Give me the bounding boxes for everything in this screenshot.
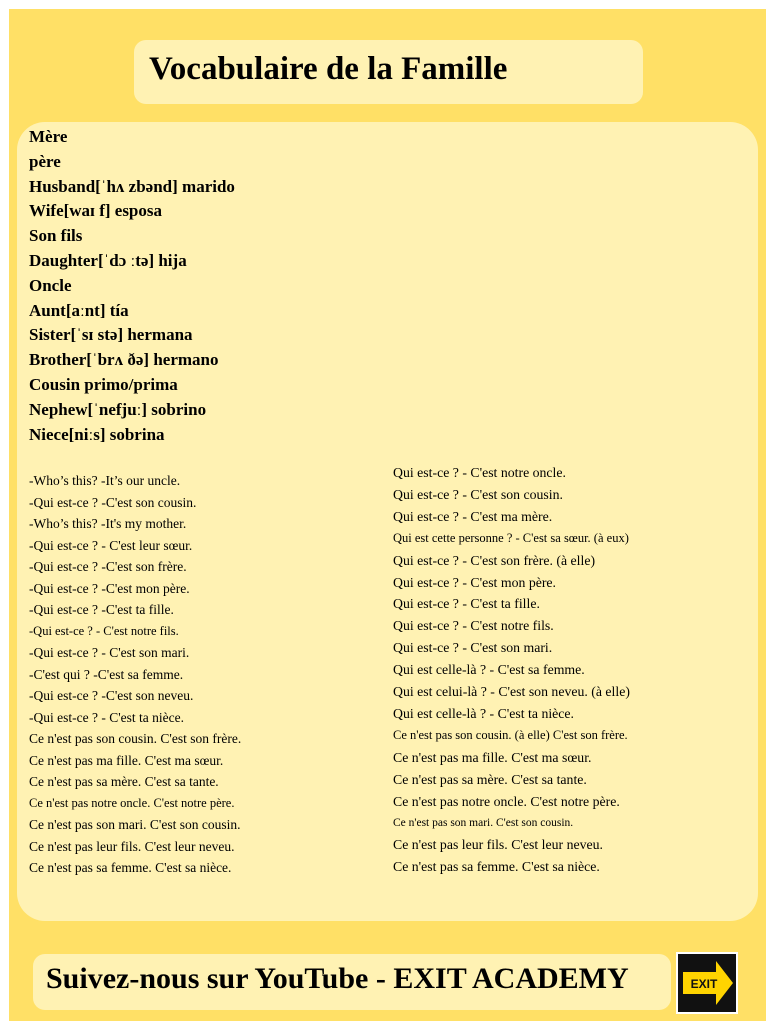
exit-logo-text: EXIT bbox=[690, 977, 718, 991]
sentence: Ce n'est pas sa femme. C'est sa nièce. bbox=[29, 860, 232, 875]
sentence: Qui est cette personne ? - C'est sa sœur. (à eux) bbox=[393, 530, 629, 545]
sentence: -Qui est-ce ? -C'est son frère. bbox=[29, 559, 187, 574]
vocab-item: Wife[waɪ f] esposa bbox=[29, 201, 163, 221]
page-background bbox=[9, 9, 766, 1021]
sentence: Ce n'est pas sa femme. C'est sa nièce. bbox=[393, 859, 600, 875]
sentence: Qui est-ce ? - C'est ta fille. bbox=[393, 596, 540, 612]
sentence: -C'est qui ? -C'est sa femme. bbox=[29, 666, 184, 682]
vocabulary-list bbox=[29, 125, 235, 447]
sentence: Ce n'est pas son cousin. (à elle) C'est son frère. bbox=[393, 727, 628, 742]
sentence: Ce n'est pas son mari. C'est son cousin. bbox=[393, 816, 574, 829]
title-banner bbox=[134, 40, 643, 104]
sentence: Ce n'est pas notre oncle. C'est notre père. bbox=[393, 793, 620, 809]
vocab-item: Nephew[ˈnefjuː] sobrino bbox=[29, 399, 207, 419]
content-panel bbox=[17, 122, 758, 921]
sentence: Ce n'est pas ma fille. C'est ma sœur. bbox=[393, 749, 592, 765]
sentence: -Qui est-ce ? -C'est ta fille. bbox=[29, 602, 174, 617]
sentence: Qui est-ce ? - C'est son frère. (à elle) bbox=[393, 552, 596, 568]
sentence: Ce n'est pas sa mère. C'est sa tante. bbox=[393, 771, 587, 787]
sentence: Qui est celle-là ? - C'est sa femme. bbox=[393, 662, 585, 678]
sentence: Qui est-ce ? - C'est notre oncle. bbox=[393, 465, 566, 480]
sentence: -Qui est-ce ? - C'est ta nièce. bbox=[29, 709, 184, 725]
footer-text: Suivez-nous sur YouTube - EXIT ACADEMY bbox=[46, 962, 629, 995]
sentence: -Qui est-ce ? -C'est son neveu. bbox=[29, 688, 194, 703]
sentence: Qui est-ce ? - C'est son cousin. bbox=[393, 486, 563, 502]
vocab-item: Aunt[aːnt] tía bbox=[29, 300, 129, 320]
sentence: -Qui est-ce ? - C'est notre fils. bbox=[29, 623, 179, 638]
sentence: Ce n'est pas leur fils. C'est leur neveu. bbox=[29, 838, 235, 854]
sentence: Qui est-ce ? - C'est ma mère. bbox=[393, 508, 553, 524]
sentence: Qui est celui-là ? - C'est son neveu. (à elle) bbox=[393, 684, 630, 700]
vocab-item: Mère bbox=[29, 127, 68, 146]
sentence: Ce n'est pas notre oncle. C'est notre père. bbox=[29, 795, 235, 810]
example-sentences-right bbox=[393, 462, 630, 878]
sentence: Qui est celle-là ? - C'est ta nièce. bbox=[393, 705, 574, 721]
page-title: Vocabulaire de la Famille bbox=[149, 51, 508, 87]
sentence: Ce n'est pas son cousin. C'est son frère. bbox=[29, 731, 242, 746]
sentence: Qui est-ce ? - C'est son mari. bbox=[393, 640, 553, 656]
sentence: Ce n'est pas leur fils. C'est leur neveu. bbox=[393, 837, 603, 853]
sentence: -Qui est-ce ? -C'est son cousin. bbox=[29, 494, 197, 510]
sentence: -Qui est-ce ? -C'est mon père. bbox=[29, 580, 190, 596]
vocab-item: Niece[niːs] sobrina bbox=[29, 424, 165, 444]
vocab-item: Brother[ˈbrʌ ðə] hermano bbox=[29, 350, 219, 370]
vocab-item: Cousin primo/prima bbox=[29, 374, 178, 394]
example-sentences-left bbox=[29, 470, 241, 879]
sentence: -Who’s this? -It's my mother. bbox=[29, 516, 187, 531]
vocab-item: Husband[ˈhʌ zbənd] marido bbox=[29, 176, 235, 196]
sentence: Qui est-ce ? - C'est notre fils. bbox=[393, 618, 554, 634]
sentence: -Who’s this? -It’s our uncle. bbox=[29, 473, 181, 488]
sentence: Ce n'est pas sa mère. C'est sa tante. bbox=[29, 774, 219, 789]
sentence: -Qui est-ce ? - C'est leur sœur. bbox=[29, 537, 193, 553]
sentence: Qui est-ce ? - C'est mon père. bbox=[393, 574, 557, 590]
exit-logo-icon bbox=[676, 952, 738, 1014]
footer-banner bbox=[33, 954, 671, 1010]
sentence: -Qui est-ce ? - C'est son mari. bbox=[29, 645, 190, 660]
vocab-item: père bbox=[29, 151, 61, 171]
vocab-item: Oncle bbox=[29, 275, 72, 295]
vocab-item: Sister[ˈsɪ stə] hermana bbox=[29, 325, 193, 345]
sentence: Ce n'est pas ma fille. C'est ma sœur. bbox=[29, 752, 224, 768]
vocab-item: Daughter[ˈdɔ ːtə] hija bbox=[29, 250, 187, 270]
vocab-item: Son fils bbox=[29, 226, 83, 246]
sentence: Ce n'est pas son mari. C'est son cousin. bbox=[29, 817, 241, 832]
